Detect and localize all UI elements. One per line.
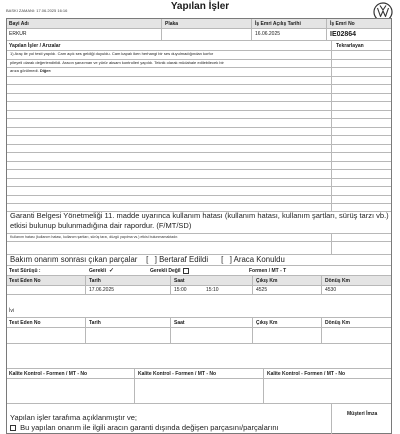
- other-label: Diğer:: [39, 68, 52, 73]
- order-no-value: IE02864: [330, 30, 357, 38]
- warranty-text: Garanti Belgesi Yönetmeliği 11. madde uyarınca kullanım hatası (kullanım hatası, kullanım şartları, sürüş tarzı vb.) etkisi bulunup bulunmadığına dair rapordur. (F/MT/SD): [10, 211, 389, 230]
- bracket-close-2: ]: [229, 255, 232, 264]
- col-km-out: Çıkış Km: [256, 277, 278, 284]
- col-time: Saat: [174, 277, 185, 284]
- col-tester-2: Test Eden No: [9, 319, 41, 326]
- customer-signature-label: Müşteri İmza: [347, 410, 378, 417]
- option-disposed: Bertaraf Edildi: [159, 255, 209, 264]
- col-km-out-2: Çıkış Km: [256, 319, 278, 326]
- bracket-open-1: [: [146, 255, 149, 264]
- page-title: Yapılan İşler: [170, 1, 230, 12]
- foreman-label: Formen / MT - T: [249, 267, 287, 274]
- col-date: Tarih: [89, 277, 101, 284]
- work-line-3-text: arıza görülmedi.: [10, 68, 39, 73]
- required-label: [87, 266, 114, 275]
- quality-control-1: Kalite Kontrol - Formen / MT - No: [9, 370, 88, 377]
- col-time-2: Saat: [174, 319, 185, 326]
- checkbox-not-required[interactable]: [183, 268, 189, 274]
- test-drive-label: Test Sürüşü :: [9, 267, 41, 274]
- parts-label: Bakım onarım sonrası çıkan parçalar: [10, 255, 138, 264]
- footer-line-2-text: Bu yapılan onarım ile ilgili aracın garanti dışında değişen parçasını/parçalarını: [20, 423, 279, 432]
- test-drive-row: [7, 266, 391, 275]
- checkbox-consent[interactable]: [10, 425, 16, 431]
- test-note: İvi: [9, 307, 14, 314]
- not-required-label: [148, 266, 191, 275]
- required-text: Gerekli: [89, 267, 106, 274]
- footer-line-2: [10, 423, 279, 432]
- bracket-close-1: ]: [154, 255, 157, 264]
- bracket-open-2: [: [221, 255, 224, 264]
- col-km-back: Dönüş Km: [325, 277, 350, 284]
- dealer-name: ERKUR: [9, 31, 27, 37]
- test-date: 17.06.2025: [89, 286, 115, 293]
- option-put-in-car: Araca Konuldu: [233, 255, 285, 264]
- col-plate: Plaka: [165, 20, 179, 27]
- footer-line-1: Yapılan işler tarafıma açıklanmıştır ve;: [10, 413, 137, 422]
- col-date-2: Tarih: [89, 319, 101, 326]
- print-time: BASKI ZAMANI: 17.06.2025 16:16: [6, 8, 68, 13]
- document-frame: [6, 18, 392, 434]
- work-line-2: pileyeli olarak değerlendirildi. Aracın şanzıman ve yürür aksam kontrolleri yapıldı. Teknik olarak müdahale edilebilecek bir: [10, 59, 224, 65]
- col-km-back-2: Dönüş Km: [325, 319, 350, 326]
- quality-control-2: Kalite Kontrol - Formen / MT - No: [138, 370, 217, 377]
- work-line-1: 1) Araç ile yol testi yapıldı. Cam açık ses geldiği duyuldu. Cam kapalı iken herhangi bir ses duyulmadığından korfor: [10, 51, 214, 56]
- quality-control-3: Kalite Kontrol - Formen / MT - No: [267, 370, 346, 377]
- col-order-no: İş Emri No: [330, 20, 355, 27]
- plate-value: [163, 28, 165, 40]
- col-dealer-name: Bayi Adı: [9, 20, 29, 27]
- test-km-back: 4530: [325, 286, 337, 293]
- test-time-end: 15:10: [206, 286, 219, 293]
- open-date-value: 16.06.2025: [255, 31, 281, 37]
- parts-row: [10, 255, 285, 264]
- test-km-out: 4525: [256, 286, 268, 293]
- work-header: Yapılan İşler / Arızalar: [9, 42, 61, 49]
- checkmark-icon: ✓: [108, 268, 114, 274]
- test-time-start: 15:00: [174, 286, 187, 293]
- warranty-subtext: Kullanım hatası (kullanım hatası, kullanım şartları, sürüş tarzı, düzgü yapılma vs.) etkisi bulunmamaktadır.: [10, 235, 179, 239]
- col-tester: Test Eden No: [9, 277, 41, 284]
- col-open-date: İş Emri Açılış Tarihi: [255, 20, 301, 27]
- repeat-header: Tekrarlayan: [336, 42, 364, 49]
- not-required-text: Gerekli Değil: [150, 267, 181, 274]
- work-line-3: [10, 67, 51, 76]
